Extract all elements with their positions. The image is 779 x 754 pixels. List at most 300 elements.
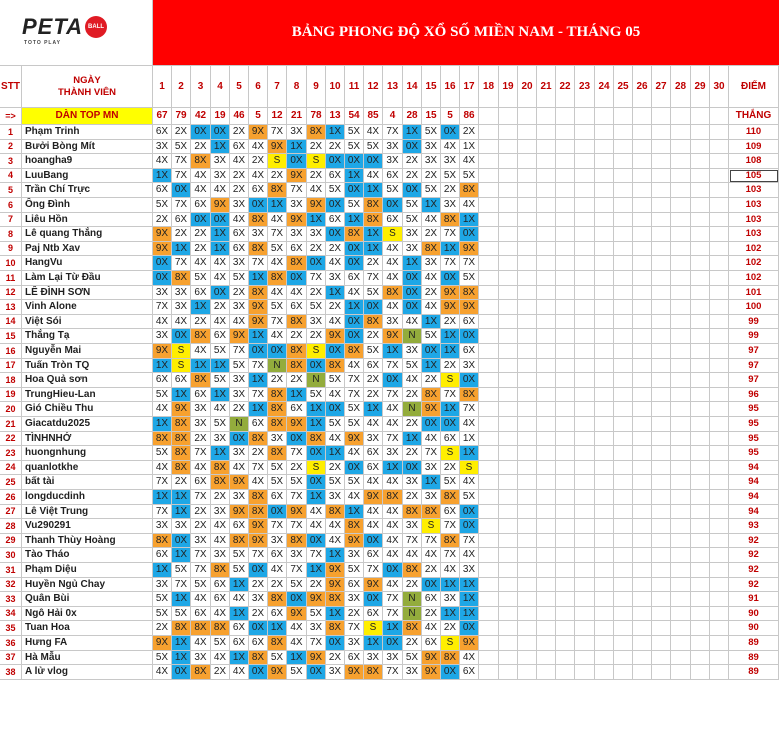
empty-cell: [518, 651, 537, 665]
empty-cell: [537, 315, 556, 329]
result-cell: 1X: [326, 607, 345, 621]
result-cell: 2X: [191, 140, 211, 154]
result-cell: 2X: [326, 651, 345, 665]
empty-cell: [518, 578, 537, 592]
result-cell: 7X: [268, 519, 287, 534]
empty-cell: [556, 183, 575, 198]
empty-cell: [614, 256, 633, 271]
day-header: 23: [575, 66, 595, 108]
empty-cell: [633, 388, 652, 402]
result-cell: 9X: [287, 607, 307, 621]
empty-cell: [691, 198, 710, 213]
empty-cell: [499, 607, 518, 621]
empty-cell: [633, 607, 652, 621]
empty-cell: [518, 475, 537, 490]
result-cell: 7X: [383, 665, 403, 680]
result-cell: 8X: [383, 286, 403, 300]
empty-cell: [691, 592, 710, 607]
result-cell: 0X: [172, 183, 191, 198]
row-stt: 16: [0, 344, 22, 359]
row-stt: 35: [0, 621, 22, 636]
result-cell: 9X: [364, 578, 383, 592]
result-cell: 5X: [153, 651, 172, 665]
result-cell: 7X: [307, 636, 326, 651]
result-cell: 2X: [249, 578, 268, 592]
result-cell: 1X: [172, 592, 191, 607]
result-cell: 1X: [153, 169, 172, 183]
empty-cell: [537, 344, 556, 359]
empty-cell: [633, 621, 652, 636]
member-score: 91: [729, 592, 779, 607]
result-cell: 0X: [287, 271, 307, 286]
empty-cell: [614, 125, 633, 140]
member-name: Trần Chí Trực: [22, 183, 153, 198]
empty-cell: [614, 621, 633, 636]
result-cell: 2X: [422, 169, 441, 183]
result-cell: 8X: [211, 621, 230, 636]
result-cell: 0X: [460, 227, 479, 242]
result-cell: 0X: [441, 417, 460, 432]
empty-cell: [633, 578, 652, 592]
result-cell: 8X: [172, 417, 191, 432]
row-stt: 27: [0, 505, 22, 519]
result-cell: 4X: [364, 417, 383, 432]
empty-cell: [671, 446, 691, 461]
result-cell: 2X: [441, 621, 460, 636]
result-cell: 0X: [249, 665, 268, 680]
result-cell: 1X: [211, 446, 230, 461]
result-cell: 2X: [460, 125, 479, 140]
result-cell: 7X: [383, 607, 403, 621]
result-cell: 3X: [230, 300, 249, 315]
result-cell: 9X: [345, 665, 364, 680]
result-cell: 8X: [364, 665, 383, 680]
result-cell: 1X: [249, 271, 268, 286]
empty-cell: [575, 329, 595, 344]
empty-cell: [556, 329, 575, 344]
result-cell: 2X: [422, 227, 441, 242]
result-cell: 4X: [383, 578, 403, 592]
result-cell: N: [403, 607, 422, 621]
result-cell: 7X: [249, 461, 268, 475]
dan-number: 86: [460, 108, 479, 125]
row-stt: 20: [0, 402, 22, 417]
empty-cell: [595, 446, 614, 461]
day-header: 24: [595, 66, 614, 108]
result-cell: 4X: [211, 256, 230, 271]
member-score: 102: [729, 256, 779, 271]
result-cell: 4X: [460, 548, 479, 563]
result-cell: 3X: [460, 359, 479, 373]
result-cell: 1X: [364, 636, 383, 651]
empty-cell: [537, 227, 556, 242]
empty-cell: [691, 344, 710, 359]
empty-cell: [710, 140, 729, 154]
result-cell: 5X: [345, 475, 364, 490]
result-cell: 0X: [345, 256, 364, 271]
result-cell: 0X: [345, 315, 364, 329]
empty-cell: [518, 432, 537, 446]
empty-cell: [537, 417, 556, 432]
empty-cell: [691, 519, 710, 534]
result-cell: 1X: [172, 388, 191, 402]
result-cell: 7X: [383, 125, 403, 140]
result-cell: 4X: [153, 665, 172, 680]
result-cell: 5X: [345, 198, 364, 213]
result-cell: 2X: [172, 227, 191, 242]
result-cell: 2X: [441, 315, 460, 329]
result-cell: 2X: [307, 169, 326, 183]
result-cell: 1X: [441, 607, 460, 621]
result-cell: 5X: [326, 373, 345, 388]
result-cell: 4X: [211, 651, 230, 665]
empty-cell: [691, 475, 710, 490]
row-stt: 31: [0, 563, 22, 578]
empty-cell: [710, 242, 729, 256]
result-cell: 8X: [287, 315, 307, 329]
empty-cell: [595, 373, 614, 388]
empty-cell: [479, 271, 499, 286]
result-cell: 4X: [268, 213, 287, 227]
dan-label: DÀN TOP MN: [22, 108, 153, 125]
result-cell: 2X: [403, 154, 422, 169]
empty-cell: [633, 227, 652, 242]
result-cell: 0X: [287, 592, 307, 607]
empty-cell: [518, 315, 537, 329]
result-cell: 1X: [211, 227, 230, 242]
dan-number: [518, 108, 537, 125]
empty-cell: [499, 300, 518, 315]
empty-cell: [595, 227, 614, 242]
dan-number: 85: [364, 108, 383, 125]
empty-cell: [671, 563, 691, 578]
result-cell: 0X: [230, 432, 249, 446]
empty-cell: [556, 344, 575, 359]
result-cell: 1X: [326, 548, 345, 563]
empty-cell: [479, 315, 499, 329]
result-cell: 5X: [403, 198, 422, 213]
empty-cell: [595, 651, 614, 665]
member-name: Nguyễn Mai: [22, 344, 153, 359]
day-header: 12: [364, 66, 383, 108]
day-header: 5: [230, 66, 249, 108]
result-cell: N: [307, 373, 326, 388]
result-cell: 6X: [249, 183, 268, 198]
empty-cell: [537, 461, 556, 475]
result-cell: 7X: [364, 563, 383, 578]
result-cell: 7X: [153, 300, 172, 315]
empty-cell: [575, 475, 595, 490]
result-cell: 6X: [364, 359, 383, 373]
member-name: Hoa Quả sơn: [22, 373, 153, 388]
result-cell: 3X: [383, 315, 403, 329]
result-cell: 9X: [287, 169, 307, 183]
member-score: 89: [729, 665, 779, 680]
row-stt: 5: [0, 183, 22, 198]
empty-cell: [652, 607, 671, 621]
result-cell: 9X: [153, 227, 172, 242]
empty-cell: [691, 256, 710, 271]
empty-cell: [556, 490, 575, 505]
result-cell: 2X: [191, 242, 211, 256]
result-cell: 3X: [287, 548, 307, 563]
result-cell: 5X: [211, 373, 230, 388]
result-cell: 1X: [307, 402, 326, 417]
result-cell: 1X: [153, 359, 172, 373]
empty-cell: [479, 461, 499, 475]
empty-cell: [671, 665, 691, 680]
dan-number: 5: [441, 108, 460, 125]
member-score: 94: [729, 490, 779, 505]
empty-cell: [652, 198, 671, 213]
empty-cell: [652, 373, 671, 388]
empty-cell: [556, 227, 575, 242]
result-cell: 6X: [249, 417, 268, 432]
result-cell: 1X: [230, 651, 249, 665]
result-cell: 7X: [345, 621, 364, 636]
result-cell: 5X: [172, 563, 191, 578]
empty-cell: [575, 636, 595, 651]
result-cell: 8X: [249, 286, 268, 300]
result-cell: 0X: [403, 271, 422, 286]
result-cell: 8X: [172, 446, 191, 461]
empty-cell: [633, 373, 652, 388]
empty-cell: [537, 665, 556, 680]
result-cell: 4X: [211, 607, 230, 621]
result-cell: 0X: [441, 665, 460, 680]
result-cell: 1X: [364, 242, 383, 256]
result-cell: 9X: [326, 578, 345, 592]
result-cell: 9X: [249, 300, 268, 315]
member-score: 94: [729, 505, 779, 519]
result-cell: 4X: [383, 402, 403, 417]
empty-cell: [556, 256, 575, 271]
result-cell: 3X: [191, 534, 211, 548]
result-cell: 6X: [364, 446, 383, 461]
result-cell: 4X: [383, 417, 403, 432]
empty-cell: [595, 402, 614, 417]
result-cell: 4X: [326, 432, 345, 446]
empty-cell: [518, 359, 537, 373]
result-cell: 7X: [422, 446, 441, 461]
empty-cell: [479, 213, 499, 227]
empty-cell: [710, 621, 729, 636]
dan-number: [691, 108, 710, 125]
result-cell: 3X: [287, 125, 307, 140]
empty-cell: [499, 578, 518, 592]
empty-cell: [575, 154, 595, 169]
result-cell: 4X: [422, 621, 441, 636]
result-cell: 4X: [268, 563, 287, 578]
result-cell: 2X: [441, 183, 460, 198]
empty-cell: [499, 329, 518, 344]
result-cell: 1X: [441, 329, 460, 344]
result-cell: 4X: [383, 300, 403, 315]
day-header: 30: [710, 66, 729, 108]
empty-cell: [556, 578, 575, 592]
empty-cell: [479, 651, 499, 665]
result-cell: 3X: [191, 417, 211, 432]
empty-cell: [595, 256, 614, 271]
result-cell: 1X: [441, 242, 460, 256]
result-cell: 5X: [287, 578, 307, 592]
empty-cell: [595, 607, 614, 621]
empty-cell: [614, 534, 633, 548]
empty-cell: [614, 607, 633, 621]
result-cell: S: [172, 359, 191, 373]
empty-cell: [671, 534, 691, 548]
empty-cell: [556, 607, 575, 621]
result-cell: 4X: [307, 505, 326, 519]
empty-cell: [518, 461, 537, 475]
result-cell: 2X: [268, 373, 287, 388]
empty-cell: [595, 169, 614, 183]
result-cell: 1X: [460, 592, 479, 607]
empty-cell: [537, 534, 556, 548]
empty-cell: [595, 388, 614, 402]
result-cell: 6X: [191, 475, 211, 490]
result-cell: 1X: [249, 329, 268, 344]
result-cell: 1X: [153, 490, 172, 505]
member-name: Ông Đình: [22, 198, 153, 213]
result-cell: 7X: [172, 198, 191, 213]
result-cell: 0X: [307, 534, 326, 548]
row-stt: 30: [0, 548, 22, 563]
empty-cell: [499, 651, 518, 665]
result-cell: 4X: [153, 402, 172, 417]
result-cell: 2X: [230, 169, 249, 183]
result-cell: 8X: [211, 563, 230, 578]
result-cell: 4X: [383, 519, 403, 534]
result-cell: 0X: [326, 198, 345, 213]
dan-number: [556, 108, 575, 125]
empty-cell: [556, 519, 575, 534]
empty-cell: [633, 169, 652, 183]
result-cell: 3X: [307, 621, 326, 636]
result-cell: 5X: [345, 417, 364, 432]
empty-cell: [691, 315, 710, 329]
result-cell: 3X: [383, 651, 403, 665]
empty-cell: [614, 592, 633, 607]
dan-number: 28: [403, 108, 422, 125]
result-cell: 2X: [364, 388, 383, 402]
empty-cell: [652, 344, 671, 359]
result-cell: 8X: [268, 388, 287, 402]
empty-cell: [537, 154, 556, 169]
member-score: 97: [729, 359, 779, 373]
result-cell: 9X: [230, 329, 249, 344]
empty-cell: [614, 154, 633, 169]
day-header: 3: [191, 66, 211, 108]
row-stt: 21: [0, 417, 22, 432]
empty-cell: [575, 490, 595, 505]
empty-cell: [614, 475, 633, 490]
empty-cell: [499, 402, 518, 417]
empty-cell: [614, 315, 633, 329]
result-cell: 4X: [307, 519, 326, 534]
empty-cell: [691, 665, 710, 680]
result-cell: 0X: [460, 329, 479, 344]
dan-number: 21: [287, 108, 307, 125]
empty-cell: [633, 402, 652, 417]
dan-number: [499, 108, 518, 125]
day-header: 17: [460, 66, 479, 108]
empty-cell: [671, 417, 691, 432]
result-cell: 3X: [403, 519, 422, 534]
empty-cell: [652, 183, 671, 198]
result-cell: 7X: [191, 563, 211, 578]
empty-cell: [614, 563, 633, 578]
result-cell: 4X: [287, 286, 307, 300]
result-cell: 8X: [441, 490, 460, 505]
empty-cell: [710, 388, 729, 402]
empty-cell: [518, 534, 537, 548]
result-cell: 1X: [191, 300, 211, 315]
row-stt: 37: [0, 651, 22, 665]
result-cell: 2X: [230, 125, 249, 140]
result-cell: 2X: [441, 359, 460, 373]
result-cell: 8X: [441, 213, 460, 227]
empty-cell: [537, 578, 556, 592]
result-cell: 1X: [307, 213, 326, 227]
empty-cell: [499, 140, 518, 154]
result-cell: 1X: [211, 359, 230, 373]
result-cell: 1X: [441, 578, 460, 592]
result-cell: 5X: [307, 607, 326, 621]
day-header: 8: [287, 66, 307, 108]
member-name: LuuBang: [22, 169, 153, 183]
dan-number: 78: [307, 108, 326, 125]
result-cell: 4X: [383, 256, 403, 271]
empty-cell: [537, 636, 556, 651]
result-cell: 3X: [441, 154, 460, 169]
result-cell: 7X: [287, 446, 307, 461]
result-cell: 3X: [153, 286, 172, 300]
result-cell: 9X: [345, 432, 364, 446]
result-cell: 0X: [364, 300, 383, 315]
member-score: 108: [729, 154, 779, 169]
empty-cell: [652, 242, 671, 256]
result-cell: 7X: [441, 388, 460, 402]
result-cell: 8X: [345, 519, 364, 534]
result-cell: 7X: [383, 388, 403, 402]
empty-cell: [652, 534, 671, 548]
result-cell: 4X: [460, 154, 479, 169]
result-cell: 4X: [460, 475, 479, 490]
result-cell: 8X: [268, 446, 287, 461]
empty-cell: [691, 300, 710, 315]
empty-cell: [633, 140, 652, 154]
result-cell: 1X: [307, 563, 326, 578]
result-cell: 1X: [364, 402, 383, 417]
result-cell: 1X: [403, 432, 422, 446]
empty-cell: [652, 271, 671, 286]
result-cell: 7X: [230, 344, 249, 359]
dan-number: 46: [230, 108, 249, 125]
result-cell: 1X: [364, 183, 383, 198]
result-cell: 9X: [326, 329, 345, 344]
result-cell: 3X: [422, 461, 441, 475]
empty-cell: [479, 490, 499, 505]
result-cell: 5X: [211, 417, 230, 432]
result-cell: 4X: [345, 359, 364, 373]
row-stt: 18: [0, 373, 22, 388]
member-score: 99: [729, 329, 779, 344]
result-cell: 8X: [191, 621, 211, 636]
result-cell: 9X: [345, 534, 364, 548]
empty-cell: [595, 140, 614, 154]
empty-cell: [479, 548, 499, 563]
